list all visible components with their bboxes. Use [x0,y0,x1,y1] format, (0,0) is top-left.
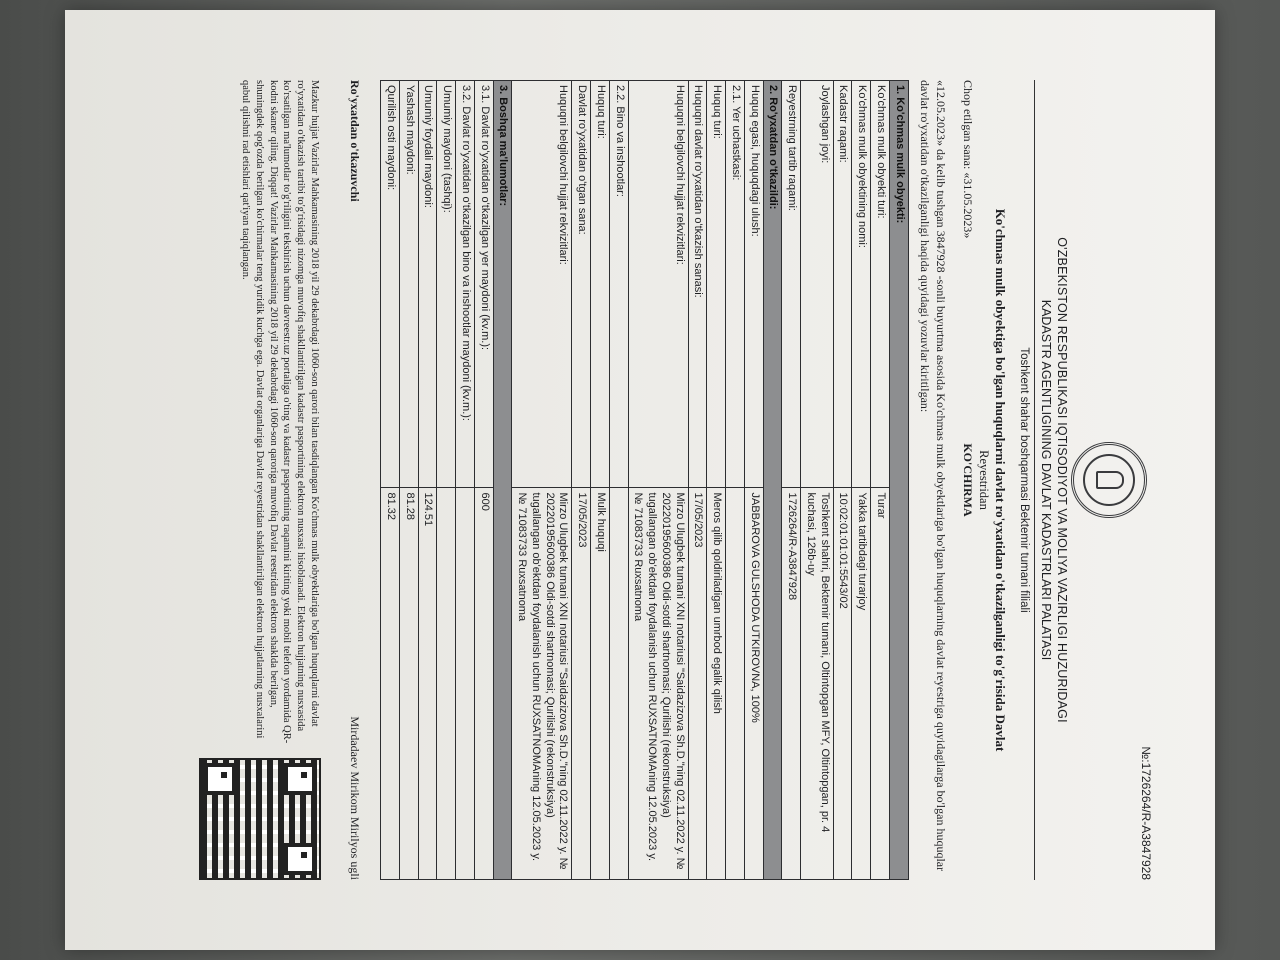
table-row [474,81,493,880]
row-value: Toshkent shahri, Bektemir tumani, Oltintopgan MFY, Oltintopgan, pr. 4 kuchasi, 126b-uy [801,488,834,880]
signature-block [347,80,362,880]
branch-name: Toshkent shahar boshqarmasi Bektemir tumani filiali [1018,347,1030,613]
table-row [744,81,763,880]
row-label: Huquq egasi, huquqdagi ulush: [744,81,763,488]
document-body [105,80,1153,880]
legal-footnote: Mazkur hujjat Vazirlar Mahkamasining 2018 yil 29 dekabrdagi 1060-son qarori bilan tasdiqlangan Ko'chmas mulk obyektlariga bo'lgan huquqlarni davlat ro'yxatidan o'tkazish tartibi to'g'risidagi nizomga muvofiq shakllantirilgan kadastr pasportining elektron nusxasi hisoblanadi. Elektron hujjatning nusxasida ko'rsatilgan ma'lumotlar to'g'riligini tekshirish uchun davreestr.uz portaliga o'ting va kadastr pasportining raqamini kiriting yoki mobil telefon yordamida QR-kodni skaner qiling. Diqqat! Vazirlar Mahkamasining 2018 yil 29 dekabrdagi 1060-son qaroriga muvofiq Davlat reestridan elektron shaklda berilgan, shuningdek qog'ozda berilgan ko'chirmalar teng yuridik kuchga ega. Davlat organlariga Davlat reyestridan shakllantirilgan elektron hujjatlarning nusxalarini qabul qilishni rad etishlari qat'iyan taqiqlangan. [239,80,321,744]
row-value: 17/05/2023 [688,488,707,880]
row-label: 3.1. Davlat ro'yxatidan o'tkazilgan yer maydoni (kv.m.): [474,81,493,488]
table-row [726,81,745,880]
document-header [976,80,1153,880]
row-value: Mirzo Ulugbek tumani XNI notariusi "Saidazizova Sh.D."ning 02.11.2022 y. № 20220195600386 Oldi-sotdi shartnomasi; Qurilishi (rekonstruksiya) tugallangan ob'ektdan foydalanish uchun RUXSATNOMAning 12.05.2023 y. № 71083733 Ruxsatnoma [628,488,688,880]
row-value: Turar [871,488,890,880]
table-row [437,81,456,880]
registrar-label: Ro'yxatdan o'tkazuvchi [348,80,363,202]
table-row [688,81,707,880]
row-value [456,488,475,880]
section-heading: 3. Boshqa ma'lumotlar: [493,81,512,880]
section-heading: 1. Ko'chmas mulk obyekti: [889,81,908,880]
section-row [889,81,908,880]
table-row [418,81,437,880]
qr-code-icon[interactable] [199,758,321,880]
table-row [628,81,688,880]
table-row [572,81,591,880]
document-type: KO'CHIRMA [961,443,975,517]
row-value: 81.32 [381,488,400,880]
row-value [726,488,745,880]
qr-finder-icon [284,843,316,875]
header-divider [1034,80,1035,880]
row-label: 3.2. Davlat ro'yxatidan o'tkazilgan bino va inshootlar maydoni (kv.m.): [456,81,475,488]
row-value: Meros qilib qoldiriladigan umrbod egalik qilish [707,488,726,880]
row-value: Mirzo Ulugbek tumani XNI notariusi "Saidazizova Sh.D."ning 02.11.2022 y. № 20220195600386 Oldi-sotdi shartnomasi; Qurilishi (rekonstruksiya) tugallangan ob'ektdan foydalanish uchun RUXSATNOMAning 12.05.2023 y. № 71083733 Ruxsatnoma [512,488,572,880]
row-value: Mulk huquqi [591,488,610,880]
row-label: 2.2. Bino va inshootlar: [609,81,628,488]
table-row [707,81,726,880]
row-value: 600 [474,488,493,880]
table-row [833,81,852,880]
row-label: Yashash maydoni: [399,81,418,488]
table-row [871,81,890,880]
table-row [591,81,610,880]
table-row [381,81,400,880]
document-title: Ko'chmas mulk obyektiga bo'lgan huquqlarni davlat ro'yxatidan o'tkazilganligi to'g'risida Davlat [993,208,1008,752]
row-label: Huquq turi: [707,81,726,488]
row-label: Umumiy maydoni (tashqi): [437,81,456,488]
row-label: Umumiy foydali maydoni: [418,81,437,488]
row-value: 81.28 [399,488,418,880]
table-row [512,81,572,880]
row-label: Qurilish osti maydoni: [381,81,400,488]
row-value: Yakka tartibdagi turarjoy [852,488,871,880]
table-row [782,81,801,880]
ministry-heading: O'ZBEKISTON RESPUBLIKASI IQTISODIYOT VA MOLIYA VAZIRLIGI HUZURIDAGI [1055,237,1069,723]
state-emblem-icon [1071,442,1147,518]
intro-paragraph: «12.05.2023» da kelib tushgan 3847928 -sonli buyurtma asosida Ko'chmas mulk obyektlariga bo'lgan huquqlarning davlat reyestriga quyidagilarga bo'lgan huquqlar davlat ro'yxatidan o'tkazilganligi haqida quyidagi yozuvlar kiritilgan: [917,80,948,872]
row-label: Kadastr raqami: [833,81,852,488]
section-heading: 2. Ro'yxatdan o'tkazildi: [763,81,782,880]
qr-finder-icon [284,763,316,795]
row-label: Joylashgan joyi: [801,81,834,488]
document-number: №:1726264/R-A3847928 [1139,746,1153,880]
qr-finder-icon [204,763,236,795]
section-row [493,81,512,880]
table-row [399,81,418,880]
agency-heading: KADASTR AGENTLIGINING DAVLAT KADASTRLARI PALATASI [1039,299,1053,661]
document-sheet [65,10,1215,950]
row-label: Huquqni belgilovchi hujjat rekvizitlari: [628,81,688,488]
row-value [437,488,456,880]
row-label: Huquqni davlat ro'yxatidan o'tkazish sanasi: [688,81,707,488]
row-value: 124.51 [418,488,437,880]
table-row [456,81,475,880]
row-label: Reyestrning tartib raqami: [782,81,801,488]
table-row [609,81,628,880]
row-label: Ko'chmas mulk obyektining nomi: [852,81,871,488]
table-row [801,81,834,880]
footnote-block [199,80,321,880]
registry-table-body [381,81,909,880]
row-value: 1726264/R-A3847928 [782,488,801,880]
row-value [609,488,628,880]
registry-table [380,80,909,880]
table-row [852,81,871,880]
print-date: Chop etilgan sana: «31.05.2023» [961,80,975,239]
document-title-line2: Reyestridan [977,450,991,510]
document-rotator [65,10,1215,950]
section-row [763,81,782,880]
row-label: 2.1. Yer uchastkasi: [726,81,745,488]
row-label: Ko'chmas mulk obyekti turi: [871,81,890,488]
meta-row [957,80,975,880]
row-label: Huquq turi: [591,81,610,488]
row-value: JABBAROVA GULSHODA UTKIROVNA, 100% [744,488,763,880]
row-value: 17/05/2023 [572,488,591,880]
row-value: 10:02:01:01:01:5543/02 [833,488,852,880]
row-label: Huquqni belgilovchi hujjat rekvizitlari: [512,81,572,488]
registrar-name: Mirdadaev Mirikom Mirilyos ugli [348,716,363,880]
row-label: Davlat ro'yxatidan o'tgan sana: [572,81,591,488]
